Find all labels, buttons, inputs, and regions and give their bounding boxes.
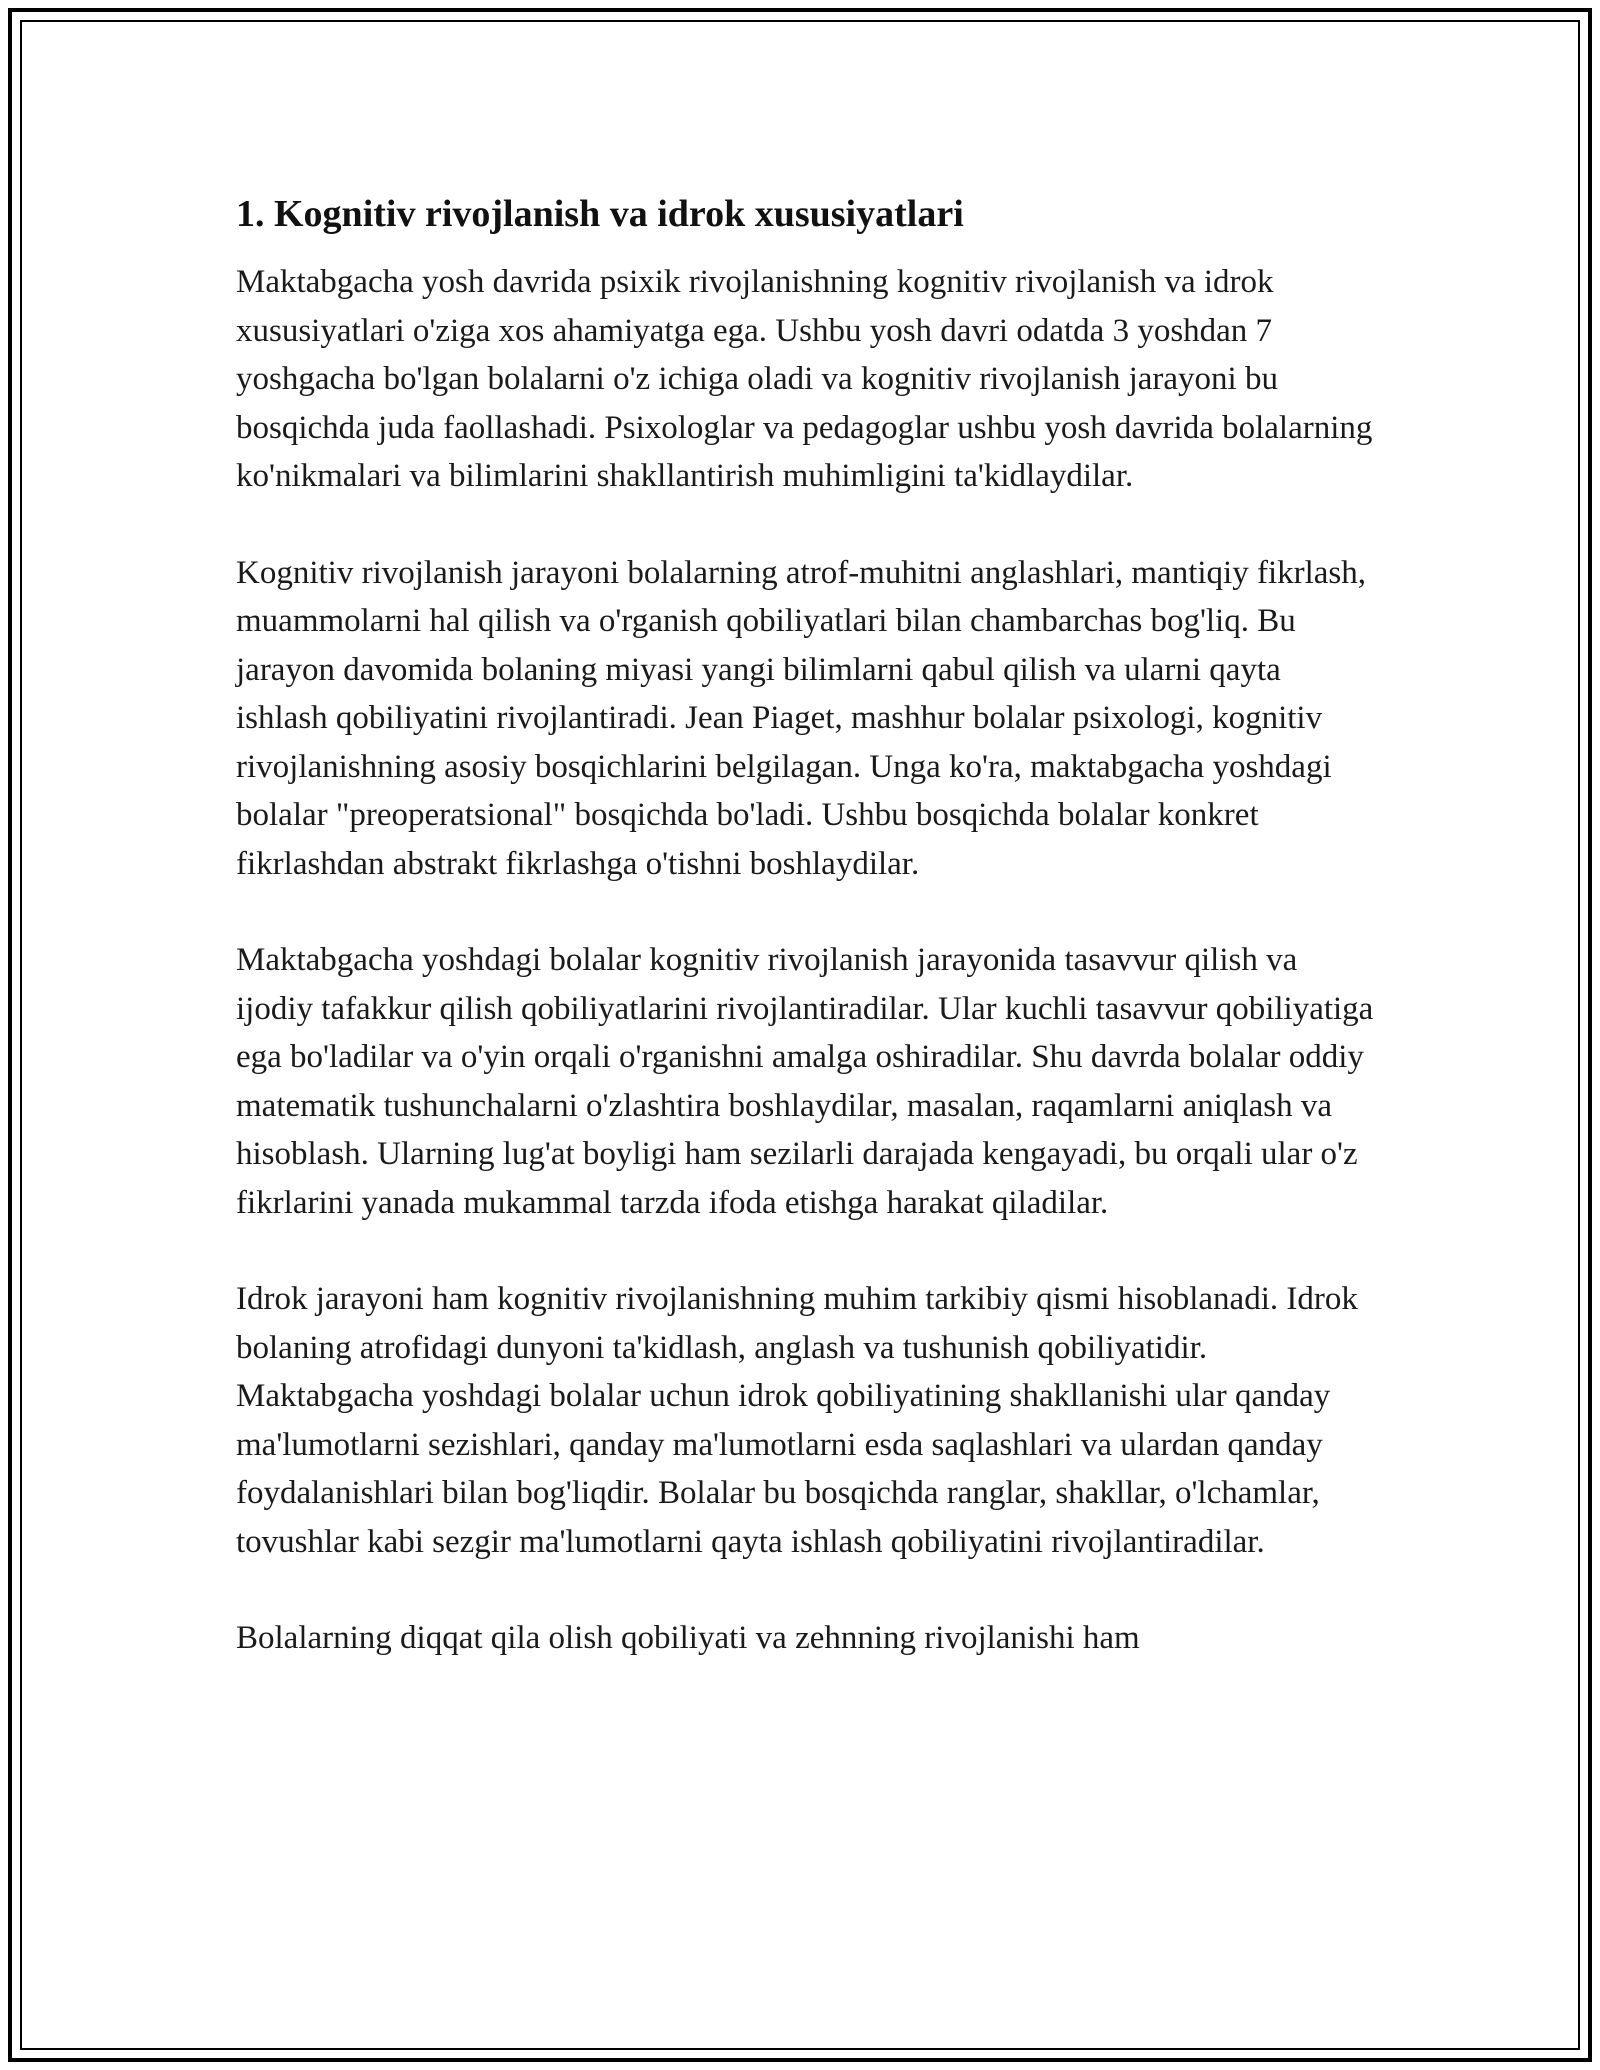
paragraph-2: Kognitiv rivojlanish jarayoni bolalarning atrof-muhitni anglashlari, mantiqiy fikrlash, muammolarni hal qilish va o'rganish qobiliyatlari bilan chambarchas bog'liq. Bu jarayon davomida bolaning miyasi yangi bilimlarni qabul qilish va ularni qayta ishlash qobiliyatini rivojlantiradi. Jean Piaget, mashhur bolalar psixologi, kognitiv rivojlanishning asosiy bosqichlarini belgilagan. Unga ko'ra, maktabgacha yoshdagi bolalar "preoperatsional" bosqichda bo'ladi. Ushbu bosqichda bolalar konkret fikrlashdan abstrakt fikrlashga o'tishni boshlaydilar.	[236, 554, 1367, 882]
paragraph-1: Maktabgacha yosh davrida psixik rivojlanishning kognitiv rivojlanish va idrok xususiyatlari o'ziga xos ahamiyatga ega. Ushbu yosh davri odatda 3 yoshdan 7 yoshgacha bo'lgan bolalarni o'z ichiga oladi va kognitiv rivojlanish jarayoni bu bosqichda juda faollashadi. Psixologlar va pedagoglar ushbu yosh davrida bolalarning ko'nikmalari va bilimlarini shakllantirish muhimligini ta'kidlaydilar.	[236, 264, 1373, 494]
section-heading: 1. Kognitiv rivojlanish va idrok xususiyatlari	[236, 193, 964, 235]
paragraph-4: Idrok jarayoni ham kognitiv rivojlanishning muhim tarkibiy qismi hisoblanadi. Idrok bolaning atrofidagi dunyoni ta'kidlash, anglash va tushunish qobiliyatidir. Maktabgacha yoshdagi bolalar uchun idrok qobiliyatining shakllanishi ular qanday ma'lumotlarni sezishlari, qanday ma'lumotlarni esda saqlashlari va ulardan qanday foydalanishlari bilan bog'liqdir. Bolalar bu bosqichda ranglar, shakllar, o'lchamlar, tovushlar kabi sezgir ma'lumotlarni qayta ishlash qobiliyatini rivojlantiradilar.	[236, 1281, 1358, 1560]
document-body	[236, 188, 1376, 1711]
paragraph-5: Bolalarning diqqat qila olish qobiliyati va zehnning rivojlanishi ham	[236, 1620, 1140, 1656]
paragraph-3: Maktabgacha yoshdagi bolalar kognitiv rivojlanish jarayonida tasavvur qilish va ijodiy tafakkur qilish qobiliyatlarini rivojlantiradilar. Ular kuchli tasavvur qobiliyatiga ega bo'ladilar va o'yin orqali o'rganishni amalga oshiradilar. Shu davrda bolalar oddiy matematik tushunchalarni o'zlashtira boshlaydilar, masalan, raqamlarni aniqlash va hisoblash. Ularning lug'at boyligi ham sezilarli darajada kengayadi, bu orqali ular o'z fikrlarini yanada mukammal tarzda ifoda etishga harakat qiladilar.	[236, 942, 1374, 1221]
